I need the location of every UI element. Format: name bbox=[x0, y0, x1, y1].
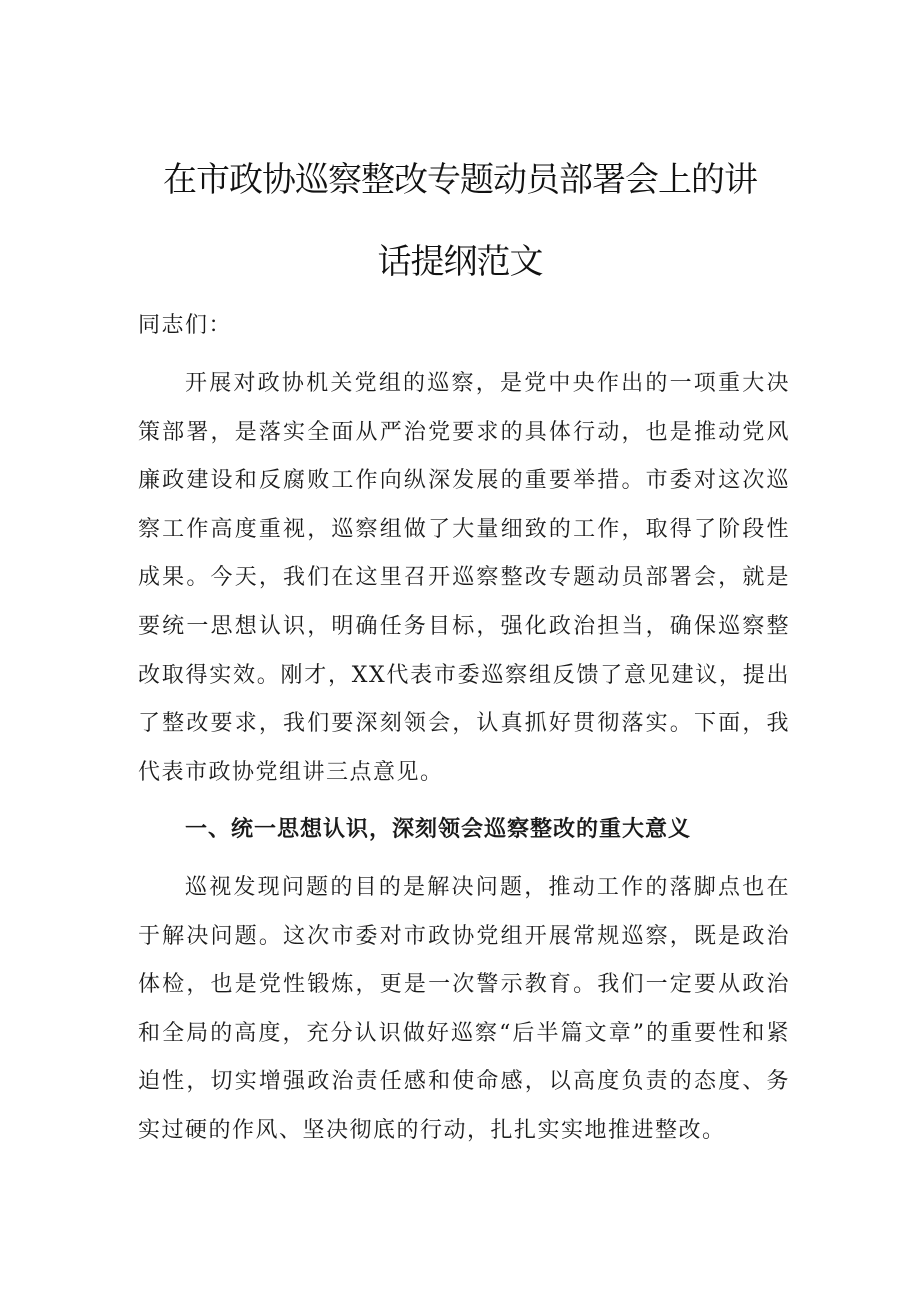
document-title-line-1: 在市政协巡察整改专题动员部署会上的讲 bbox=[163, 160, 757, 200]
paragraph-intro: 开展对政协机关党组的巡察，是党中央作出的一项重大决策部署，是落实全面从严治党要求的具体行动，也是推动党风廉政建设和反腐败工作向纵深发展的重要举措。市委对这次巡察工作高度重视，巡察组做了大量细致的工作，取得了阶段性成果。今天，我们在这里召开巡察整改专题动员部署会，就是要统一思想认识，明确任务目标，强化政治担当，确保巡察整改取得实效。刚才，XX代表市委巡察组反馈了意见建议，提出了整改要求，我们要深刻领会，认真抓好贯彻落实。下面，我代表市政协党组讲三点意见。 bbox=[138, 371, 790, 785]
salutation: 同志们： bbox=[138, 313, 233, 338]
paragraph-section-1: 巡视发现问题的目的是解决问题，推动工作的落脚点也在于解决问题。这次市委对市政协党组开展常规巡察，既是政治体检，也是党性锻炼，更是一次警示教育。我们一定要从政治和全局的高度，充分认识做好巡察“后半篇文章”的重要性和紧迫性，切实增强政治责任感和使命感，以高度负责的态度、务实过硬的作风、坚决彻底的行动，扎扎实实地推进整改。 bbox=[138, 875, 790, 1143]
section-heading-1: 一、统一思想认识，深刻领会巡察整改的重大意义 bbox=[185, 817, 692, 842]
document-title-line-2: 话提纲范文 bbox=[377, 242, 543, 282]
